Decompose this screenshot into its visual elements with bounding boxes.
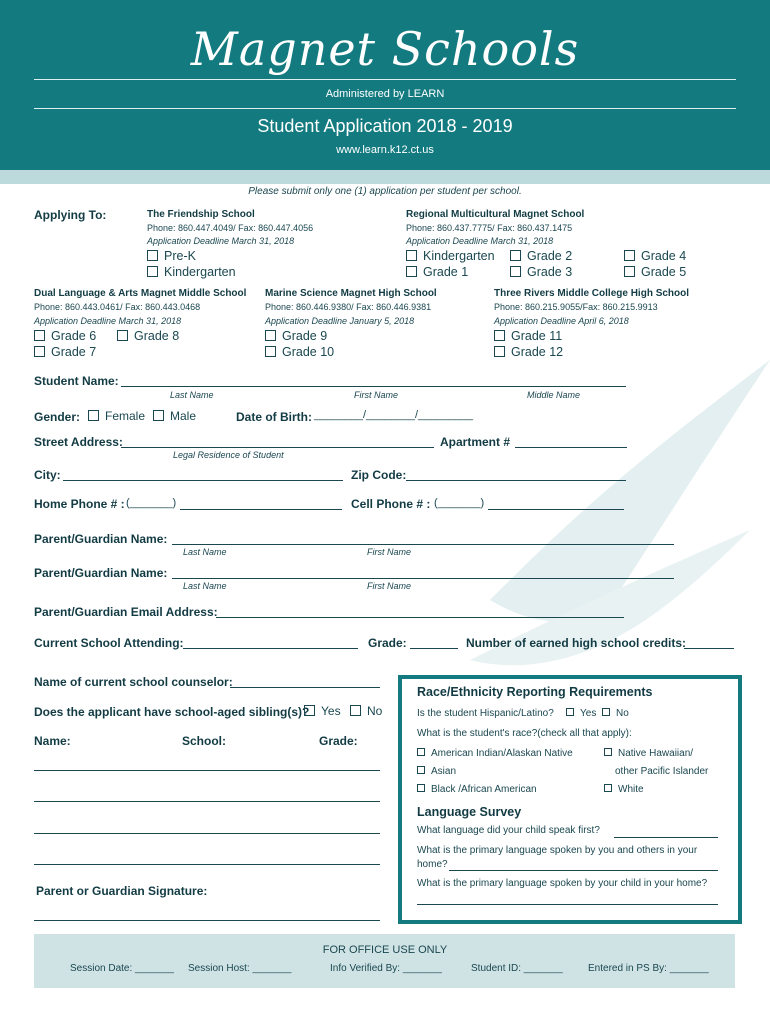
regional-school-name: Regional Multicultural Magnet School [406,209,585,220]
three-rivers-school-name: Three Rivers Middle College High School [494,288,690,299]
checkbox-grade-5[interactable]: Grade 5 [624,265,686,279]
signature-label: Parent or Guardian Signature: [36,884,208,898]
checkbox-female[interactable]: Female [88,409,145,423]
checkbox-siblings-no[interactable]: No [350,704,382,718]
student-id: Student ID: _______ [471,963,563,974]
parent-name-field-1[interactable] [172,532,674,545]
language-survey-title: Language Survey [417,805,522,819]
language-q1-field[interactable] [614,825,718,838]
current-school-field[interactable] [183,636,358,649]
parent-last-name-caption-2: Last Name [183,581,227,591]
dual-school-name: Dual Language & Arts Magnet Middle School [34,288,247,299]
friendship-deadline: Application Deadline March 31, 2018 [147,236,295,246]
apartment-field[interactable] [515,435,627,448]
checkbox-grade-11[interactable]: Grade 11 [494,329,562,343]
applying-to-label: Applying To: [34,208,107,222]
checkbox-grade-4[interactable]: Grade 4 [624,249,686,263]
counselor-field[interactable] [230,675,380,688]
checkbox-black[interactable]: Black /African American [417,784,537,795]
checkbox-grade-10[interactable]: Grade 10 [265,345,334,359]
three-rivers-deadline: Application Deadline April 6, 2018 [494,316,629,326]
page-title: Student Application 2018 - 2019 [257,116,513,136]
checkbox-pre-k[interactable]: Pre-K [147,249,196,263]
checkbox-kindergarten-rm[interactable]: Kindergarten [406,249,495,263]
city-label: City: [34,468,61,482]
parent-email-label: Parent/Guardian Email Address: [34,605,218,619]
signature-field[interactable] [34,908,380,921]
grade-label: Grade: [368,636,407,650]
student-name-label: Student Name: [34,374,119,388]
checkbox-hispanic-no[interactable]: No [602,708,629,719]
parent-first-name-caption-1: First Name [367,547,412,557]
counselor-label: Name of current school counselor: [34,675,233,689]
siblings-label: Does the applicant have school-aged sibling(s)? [34,705,310,719]
street-address-field[interactable] [121,435,434,448]
session-date: Session Date: _______ [70,963,174,974]
sibling-row-4[interactable] [34,852,380,865]
dob-field[interactable]: ________/________/_________ [314,409,474,421]
checkbox-american-indian[interactable]: American Indian/Alaskan Native [417,748,573,759]
office-use-title: FOR OFFICE USE ONLY [322,944,448,956]
parent-name-label-2: Parent/Guardian Name: [34,566,168,580]
dual-phone: Phone: 860.443.0461/ Fax: 860.443.0468 [34,302,201,312]
sibling-row-2[interactable] [34,789,380,802]
gender-label: Gender: [34,410,81,424]
sibling-row-3[interactable] [34,821,380,834]
current-school-label: Current School Attending: [34,636,184,650]
session-host: Session Host: _______ [188,963,292,974]
last-name-caption: Last Name [170,390,214,400]
race-question: What is the student's race?(check all that apply): [417,728,632,739]
website-url: www.learn.k12.ct.us [336,144,434,156]
home-phone-area[interactable]: (_______) [126,497,177,509]
info-verified: Info Verified By: _______ [330,963,442,974]
checkbox-grade-9[interactable]: Grade 9 [265,329,327,343]
street-address-label: Street Address: [34,435,123,449]
checkbox-grade-3[interactable]: Grade 3 [510,265,572,279]
checkbox-grade-8[interactable]: Grade 8 [117,329,179,343]
cell-phone-field[interactable] [488,497,624,510]
checkbox-white[interactable]: White [604,784,644,795]
language-q3-field[interactable] [417,892,718,905]
regional-phone: Phone: 860.437.7775/ Fax: 860.437.1475 [406,223,573,233]
divider [34,79,736,80]
language-q2-field[interactable] [449,858,718,871]
checkbox-siblings-yes[interactable]: Yes [304,704,341,718]
friendship-phone: Phone: 860.447.4049/ Fax: 860.447.4056 [147,223,314,233]
sibling-name-header: Name: [34,734,71,748]
dual-deadline: Application Deadline March 31, 2018 [34,316,182,326]
checkbox-kindergarten[interactable]: Kindergarten [147,265,236,279]
parent-name-label-1: Parent/Guardian Name: [34,532,168,546]
header-band [0,170,770,184]
marine-school-name: Marine Science Magnet High School [265,288,437,299]
cell-phone-label: Cell Phone # : [351,497,431,511]
parent-email-field[interactable] [216,605,624,618]
zip-code-label: Zip Code: [351,468,407,482]
entered-ps: Entered in PS By: _______ [588,963,709,974]
language-q1: What language did your child speak first? [417,825,600,836]
legal-residence-caption: Legal Residence of Student [173,450,284,460]
grade-field[interactable] [410,636,458,649]
apartment-label: Apartment # [440,435,511,449]
native-hawaiian-cont: other Pacific Islander [615,766,709,777]
parent-last-name-caption-1: Last Name [183,547,227,557]
checkbox-grade-2[interactable]: Grade 2 [510,249,572,263]
administered-by: Administered by LEARN [325,88,445,100]
city-field[interactable] [63,468,343,481]
notice: Please submit only one (1) application per student per school. [248,186,522,197]
checkbox-grade-12[interactable]: Grade 12 [494,345,563,359]
credits-field[interactable] [684,636,734,649]
credits-label: Number of earned high school credits: [466,636,687,650]
race-panel-title: Race/Ethnicity Reporting Requirements [417,685,653,699]
checkbox-native-hawaiian[interactable]: Native Hawaiian/ [604,748,693,759]
sibling-grade-header: Grade: [319,734,358,748]
checkbox-asian[interactable]: Asian [417,766,456,777]
checkbox-grade-1[interactable]: Grade 1 [406,265,468,279]
first-name-caption: First Name [354,390,399,400]
three-rivers-phone: Phone: 860.215.9055/Fax: 860.215.9913 [494,302,658,312]
checkbox-grade-7[interactable]: Grade 7 [34,345,96,359]
dob-label: Date of Birth: [236,410,312,424]
language-q2-cont: home? [417,859,448,870]
office-use-box [34,934,735,988]
language-q2: What is the primary language spoken by you and others in your [417,845,698,856]
middle-name-caption: Middle Name [527,390,581,400]
sibling-row-1[interactable] [34,758,380,771]
cell-phone-area[interactable]: (_______) [434,497,485,509]
checkbox-grade-6[interactable]: Grade 6 [34,329,96,343]
parent-name-field-2[interactable] [172,566,674,579]
zip-code-field[interactable] [406,468,626,481]
marine-phone: Phone: 860.446.9380/ Fax: 860.446.9381 [265,302,432,312]
student-name-field[interactable] [121,374,626,387]
logo-text: Magnet Schools [190,22,580,76]
parent-first-name-caption-2: First Name [367,581,412,591]
home-phone-field[interactable] [180,497,342,510]
checkbox-male[interactable]: Male [153,409,196,423]
divider [34,108,736,109]
marine-deadline: Application Deadline January 5, 2018 [265,316,415,326]
regional-deadline: Application Deadline March 31, 2018 [406,236,554,246]
friendship-school-name: The Friendship School [147,209,255,220]
sibling-school-header: School: [182,734,226,748]
language-q3: What is the primary language spoken by your child in your home? [417,878,708,889]
home-phone-label: Home Phone # : [34,497,125,511]
checkbox-hispanic-yes[interactable]: Yes [566,708,596,719]
hispanic-question: Is the student Hispanic/Latino? [417,708,554,719]
